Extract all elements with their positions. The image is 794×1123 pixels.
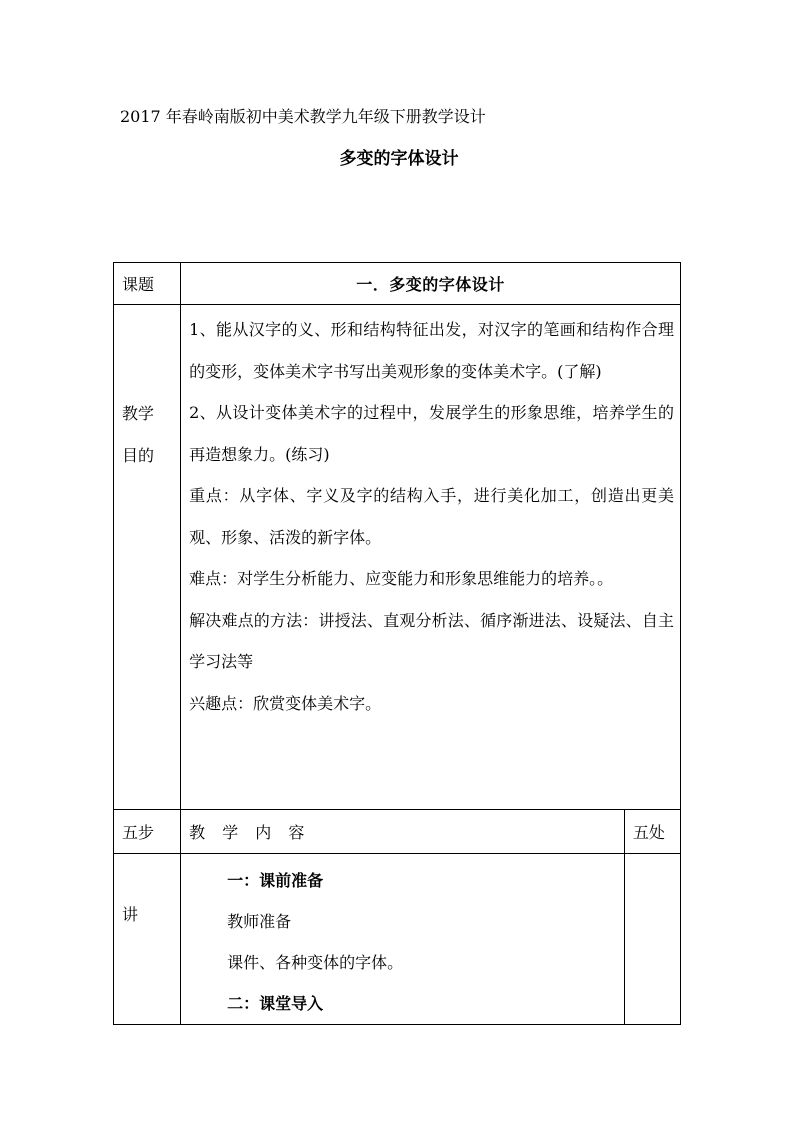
lecture-label: 讲 [122, 905, 139, 924]
lesson-plan-table [113, 262, 681, 1025]
objective-paragraph-2: 2、从设计变体美术字的过程中，发展学生的形象思维，培养学生的再造想象力。(练习) [189, 403, 674, 464]
teacher-preparation-line: 教师准备 [227, 912, 292, 931]
objectives-label-cell [114, 305, 181, 810]
table-row-lesson-title [114, 263, 681, 305]
section-heading-preparation: 一：课前准备 [227, 871, 324, 890]
section-heading-introduction: 二：课堂导入 [227, 994, 324, 1013]
table-row-five-steps-header [114, 810, 681, 854]
lecture-side-cell [624, 854, 680, 1025]
objective-paragraph-1: 1、能从汉字的义、形和结构特征出发，对汉字的笔画和结构作合理的变形，变体美术字书写出美观形象的变体美术字。(了解) [189, 320, 674, 381]
difficulty-paragraph: 难点：对学生分析能力、应变能力和形象思维能力的培养。。 [189, 569, 614, 588]
table-row-lecture [114, 854, 681, 1025]
lecture-label-cell [114, 854, 181, 1025]
teaching-content-header: 教 学 内 容 [181, 810, 625, 854]
five-steps-label: 五步 [114, 810, 181, 854]
lesson-title-value: 一．多变的字体设计 [181, 263, 681, 305]
key-point-paragraph: 重点：从字体、字义及字的结构入手，进行美化加工，创造出更美观、形象、活泼的新字体。 [189, 486, 674, 547]
table-row-teaching-objectives [114, 305, 681, 810]
document-title: 多变的字体设计 [339, 149, 459, 169]
methods-paragraph: 解决难点的方法：讲授法、直观分析法、循序渐进法、设疑法、自主学习法等 [189, 610, 674, 671]
lecture-content [181, 854, 625, 1025]
document-header: 2017 年春岭南版初中美术教学九年级下册教学设计 [120, 107, 486, 126]
five-places-header: 五处 [624, 810, 680, 854]
objectives-content [181, 305, 681, 810]
interest-paragraph: 兴趣点：欣赏变体美术字。 [189, 693, 382, 713]
materials-line: 课件、各种变体的字体。 [227, 953, 404, 972]
lesson-title-label: 课题 [114, 263, 181, 305]
objectives-label-line1: 教学 [122, 404, 155, 423]
objectives-label-line2: 目的 [122, 446, 155, 465]
